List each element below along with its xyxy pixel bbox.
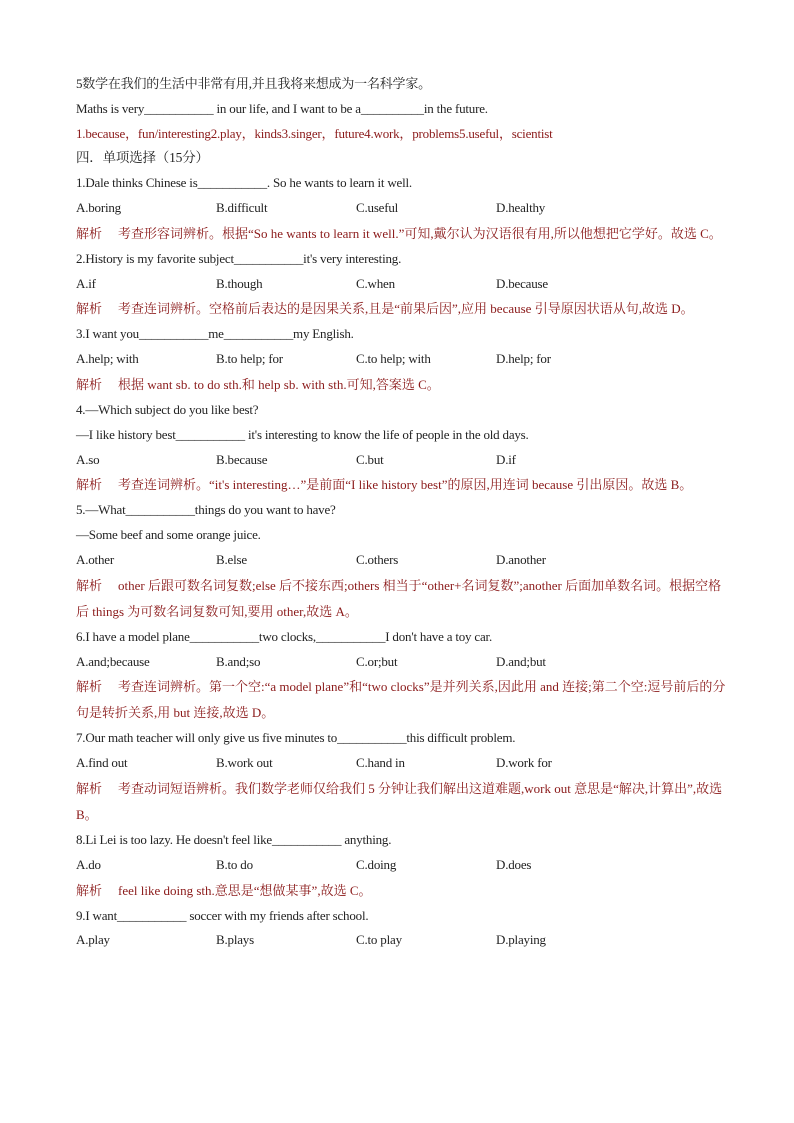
option-b: B.else <box>216 551 247 567</box>
question-5-english: Maths is very___________ in our life, and I want to be a__________in the future. <box>76 100 488 116</box>
options-row <box>76 853 726 878</box>
option-d: D.because <box>496 275 548 291</box>
question-stem: 2.History is my favorite subject___________it's very interesting. <box>76 250 402 266</box>
option-b: B.work out <box>216 755 273 771</box>
section-title: 四．单项选择（15分） <box>76 150 209 166</box>
option-b: B.difficult <box>216 199 268 215</box>
analysis <box>76 221 726 247</box>
option-d: D.work for <box>496 755 552 771</box>
analysis-text: 根据 want sb. to do sth.和 help sb. with sth.可知,答案选 C。 <box>118 376 440 392</box>
analysis-label: 解析 <box>76 882 103 898</box>
question-stem: —I like history best___________ it's interesting to know the life of people in the old days. <box>76 426 529 442</box>
analysis-text: 考查连词辨析。“it's interesting…”是前面“I like history best”的原因,用连词 because 引出原因。故选 B。 <box>118 477 693 493</box>
option-d: D.help; for <box>496 351 551 367</box>
question-stem: 8.Li Lei is too lazy. He doesn't feel like___________ anything. <box>76 831 392 847</box>
question-block <box>76 171 726 247</box>
question-stem: 3.I want you___________me___________my English. <box>76 326 354 342</box>
option-c: C.or;but <box>356 653 398 669</box>
analysis-text: 考查连词辨析。第一个空:“a model plane”和“two clocks”是并列关系,因此用 and 连接;第二个空:逗号前后的分句是转折关系,用 but 连接,故选 D。 <box>76 679 726 721</box>
question-stem: 5.—What___________things do you want to have? <box>76 502 336 518</box>
analysis-label: 解析 <box>76 301 103 317</box>
option-d: D.if <box>496 451 516 467</box>
option-d: D.another <box>496 551 546 567</box>
analysis <box>76 776 726 828</box>
analysis-text: 考查形容词辨析。根据“So he wants to learn it well.”可知,戴尔认为汉语很有用,所以他想把它学好。故选 C。 <box>118 225 722 241</box>
option-c: C.others <box>356 551 399 567</box>
option-a: A.so <box>76 451 100 467</box>
option-c: C.when <box>356 275 395 291</box>
options-row <box>76 272 726 297</box>
option-b: B.to do <box>216 856 253 872</box>
analysis-text: 考查动词短语辨析。我们数学老师仅给我们 5 分钟让我们解出这道难题,work out 意思是“解决,计算出”,故选 B。 <box>76 780 723 822</box>
option-a: A.do <box>76 856 101 872</box>
question-5-chinese: 5数学在我们的生活中非常有用,并且我将来想成为一名科学家。 <box>76 76 431 91</box>
analysis-text: 考查连词辨析。空格前后表达的是因果关系,且是“前果后因”,应用 because 引导原因状语从句,故选 D。 <box>118 301 694 317</box>
question-list <box>76 171 726 953</box>
question-stem: 1.Dale thinks Chinese is___________. So he wants to learn it well. <box>76 175 412 191</box>
analysis <box>76 878 726 904</box>
question-stem: 4.—Which subject do you like best? <box>76 401 259 417</box>
option-c: C.to help; with <box>356 351 431 367</box>
options-row <box>76 548 726 573</box>
option-c: C.useful <box>356 199 399 215</box>
question-block <box>76 904 726 954</box>
answer-key: 1.because，fun/interesting2.play，kinds3.singer，future4.work，problems5.useful，scientist <box>76 125 553 141</box>
option-b: B.plays <box>216 932 254 948</box>
analysis <box>76 472 726 498</box>
question-block <box>76 726 726 828</box>
analysis-label: 解析 <box>76 225 103 241</box>
option-a: A.play <box>76 932 110 948</box>
analysis-label: 解析 <box>76 780 103 796</box>
question-block <box>76 398 726 498</box>
option-a: A.find out <box>76 755 128 771</box>
option-c: C.to play <box>356 932 402 948</box>
question-stem: 6.I have a model plane___________two clocks,___________I don't have a toy car. <box>76 628 493 644</box>
option-a: A.boring <box>76 199 121 215</box>
option-d: D.and;but <box>496 653 546 669</box>
options-row <box>76 196 726 221</box>
option-d: D.does <box>496 856 532 872</box>
question-stem: 9.I want___________ soccer with my friends after school. <box>76 907 369 923</box>
analysis-text: feel like doing sth.意思是“想做某事”,故选 C。 <box>118 882 372 898</box>
analysis <box>76 573 726 625</box>
option-c: C.hand in <box>356 755 405 771</box>
question-block <box>76 247 726 323</box>
analysis <box>76 296 726 322</box>
options-row <box>76 751 726 776</box>
option-a: A.help; with <box>76 351 139 367</box>
options-row <box>76 347 726 372</box>
option-d: D.playing <box>496 932 546 948</box>
options-row <box>76 448 726 473</box>
option-b: B.because <box>216 451 268 467</box>
option-d: D.healthy <box>496 199 546 215</box>
option-a: A.other <box>76 551 114 567</box>
option-a: A.and;because <box>76 653 150 669</box>
analysis-label: 解析 <box>76 679 103 695</box>
analysis-label: 解析 <box>76 477 103 493</box>
question-stem: —Some beef and some orange juice. <box>76 527 261 543</box>
analysis-text: other 后跟可数名词复数;else 后不接东西;others 相当于“other+名词复数”;another 后面加单数名词。根据空格后 things 为可数名词复数可知,要用 other,故选 A。 <box>76 577 722 619</box>
analysis <box>76 674 726 726</box>
analysis-label: 解析 <box>76 376 103 392</box>
option-c: C.doing <box>356 856 397 872</box>
analysis <box>76 372 726 398</box>
question-block <box>76 498 726 624</box>
option-c: C.but <box>356 451 384 467</box>
option-b: B.to help; for <box>216 351 283 367</box>
document-content <box>76 72 726 953</box>
options-row <box>76 928 726 953</box>
analysis-label: 解析 <box>76 577 103 593</box>
question-block <box>76 828 726 904</box>
option-b: B.and;so <box>216 653 261 669</box>
option-b: B.though <box>216 275 263 291</box>
question-block <box>76 322 726 398</box>
option-a: A.if <box>76 275 96 291</box>
options-row <box>76 650 726 675</box>
question-block <box>76 625 726 727</box>
question-stem: 7.Our math teacher will only give us five minutes to___________this difficult problem. <box>76 730 516 746</box>
